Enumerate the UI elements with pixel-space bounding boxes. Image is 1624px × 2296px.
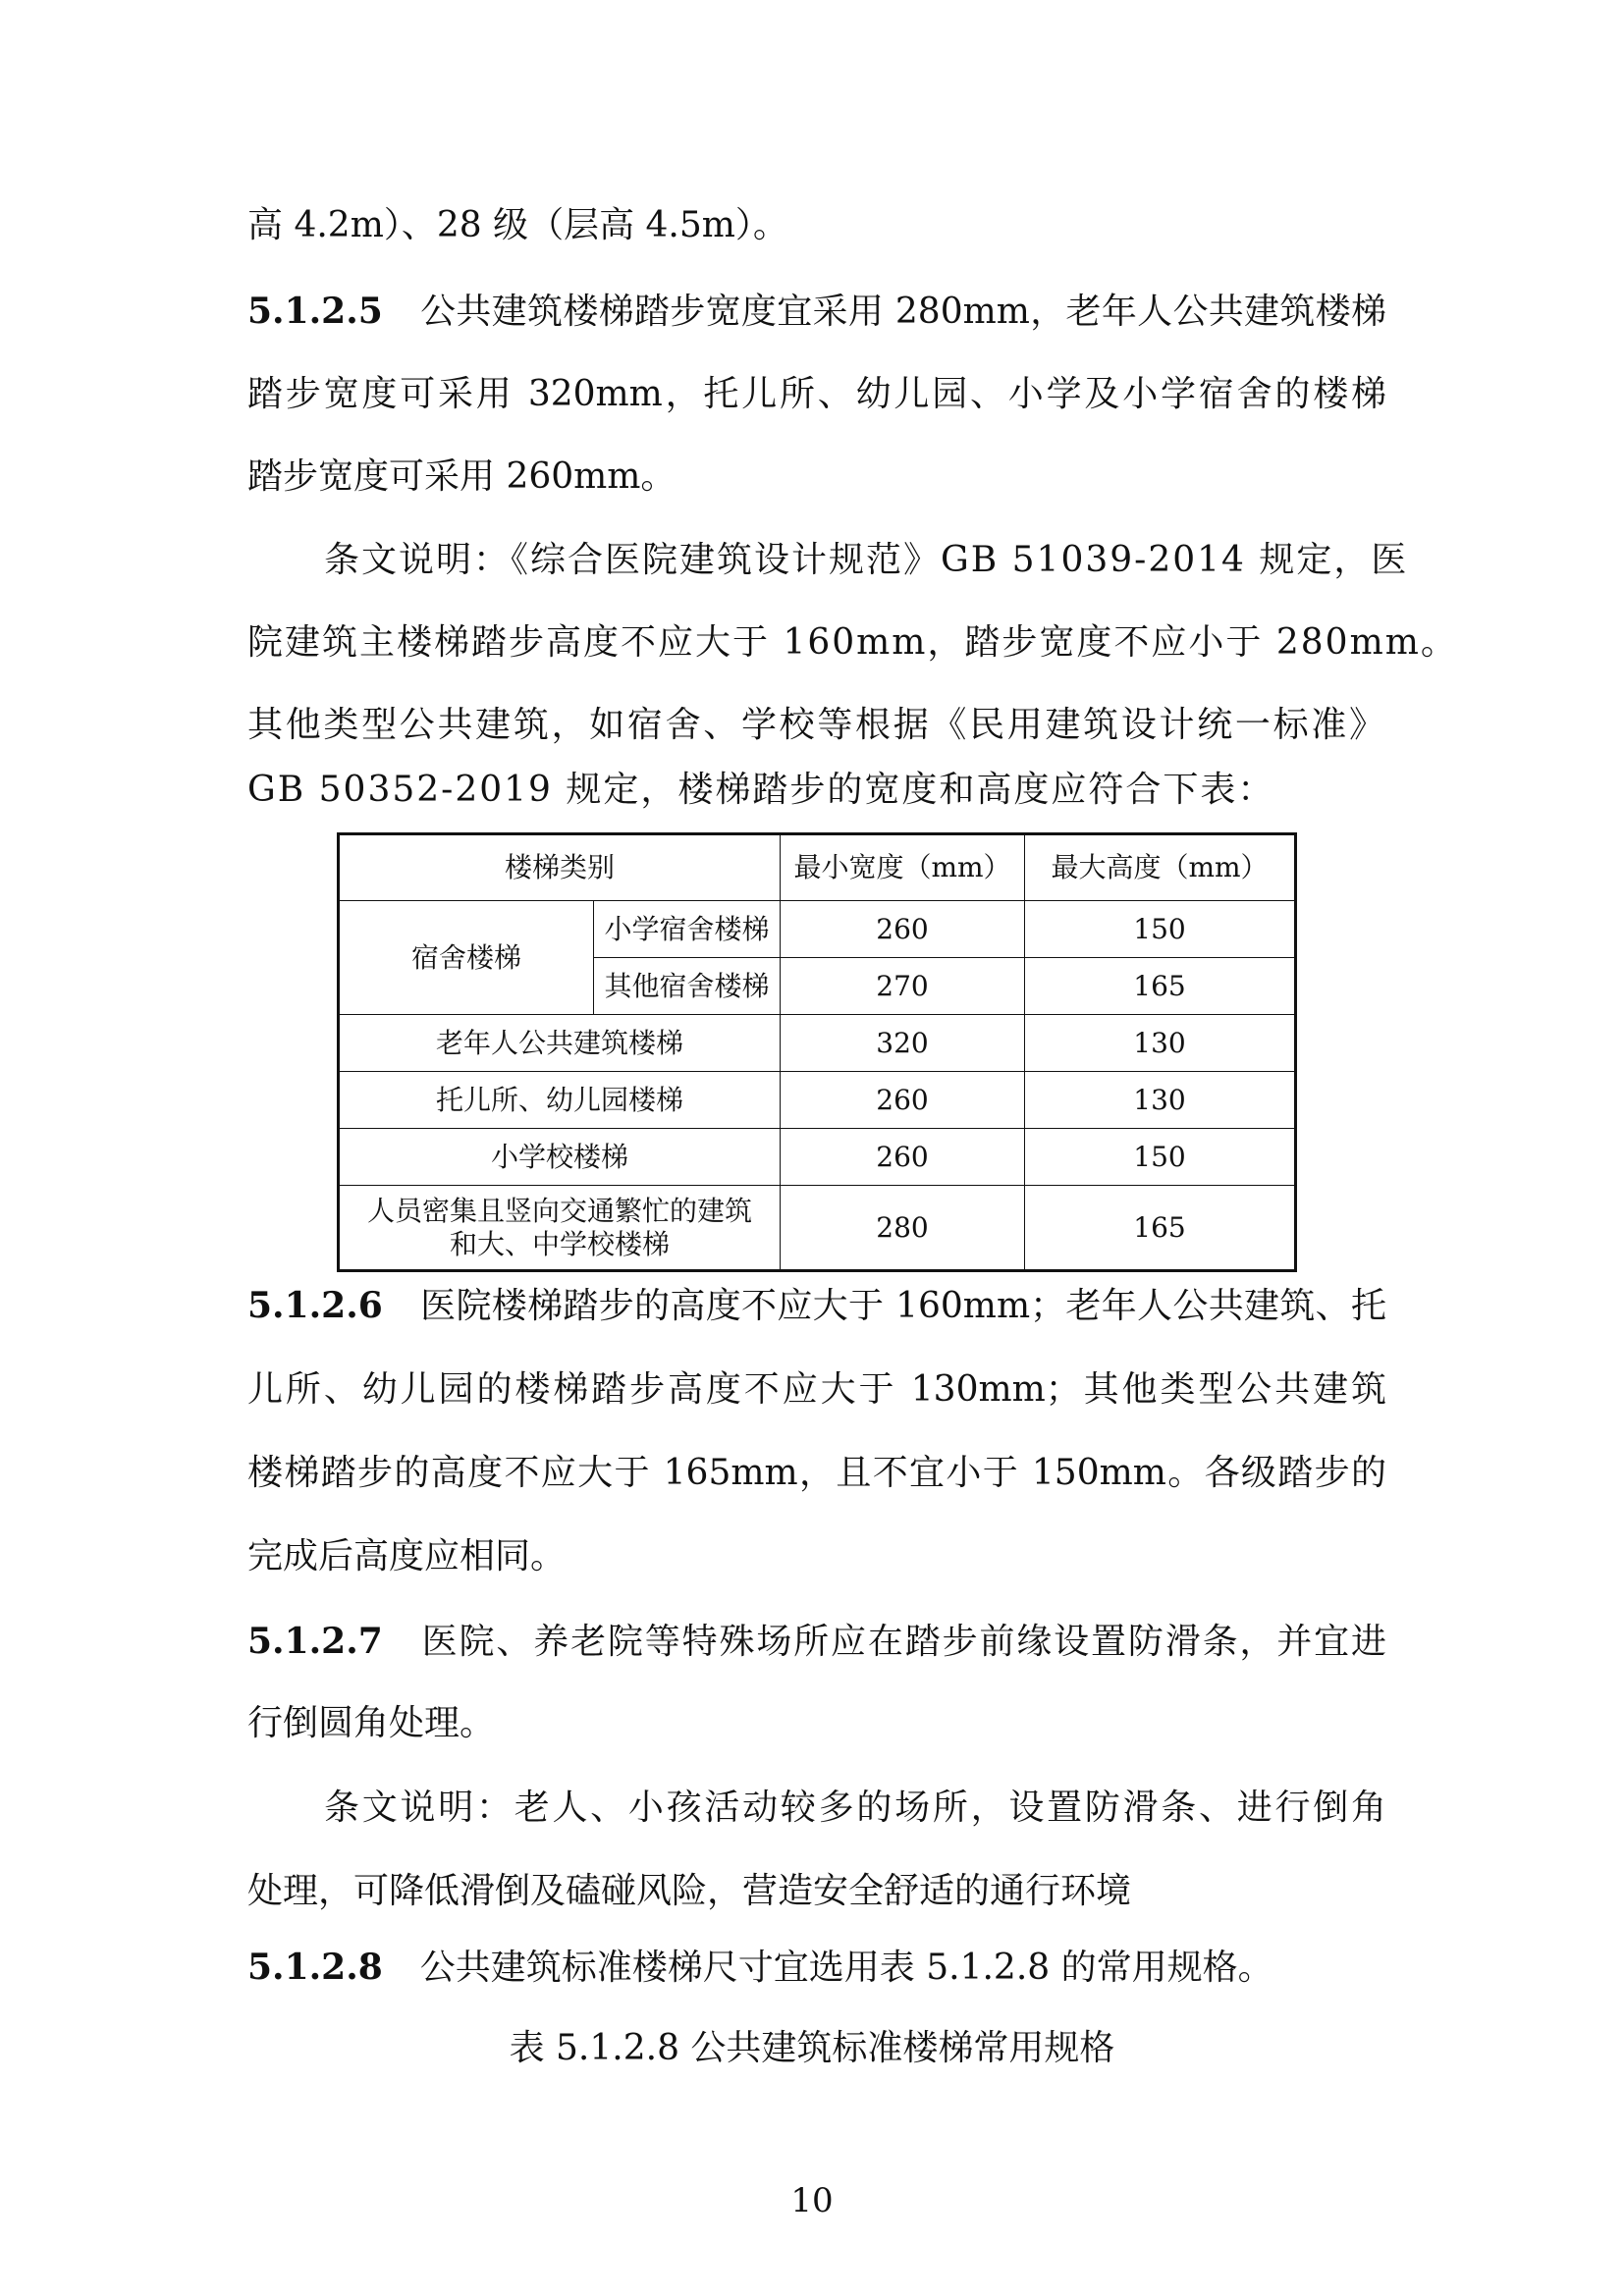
clause-5-1-2-6-line-4: 完成后高度应相同。 (247, 1536, 567, 1576)
row-label: 老年人公共建筑楼梯 (339, 1015, 781, 1072)
explanation-1-line-4: GB 50352-2019 规定，楼梯踏步的宽度和高度应符合下表： (247, 770, 1275, 810)
row-label: 托儿所、幼儿园楼梯 (339, 1072, 781, 1129)
clause-5-1-2-6-line-3: 楼梯踏步的高度不应大于 165mm，且不宜小于 150mm。各级踏步的 (247, 1453, 1386, 1493)
row-label: 其他宿舍楼梯 (594, 958, 781, 1015)
table-row (339, 1186, 1296, 1271)
table-row (339, 1129, 1296, 1186)
clause-5-1-2-7-line-2: 行倒圆角处理。 (247, 1703, 496, 1743)
clause-text: 医院楼梯踏步的高度不应大于 160mm；老年人公共建筑、托 (419, 1286, 1386, 1326)
row-height: 130 (1025, 1072, 1296, 1129)
clause-number: 5.1.2.6 (247, 1285, 383, 1326)
stair-dimension-table (337, 832, 1297, 1272)
table-caption: 表 5.1.2.8 公共建筑标准楼梯常用规格 (509, 2028, 1115, 2068)
header-max-height: 最大高度（mm） (1025, 834, 1296, 901)
row-width: 260 (781, 1129, 1025, 1186)
clause-5-1-2-8-line-1 (247, 1944, 1386, 1992)
row-height: 150 (1025, 1129, 1296, 1186)
page-number: 10 (790, 2181, 834, 2220)
clause-5-1-2-5-line-1 (247, 288, 1386, 336)
row-label: 小学校楼梯 (339, 1129, 781, 1186)
explanation-1-line-2: 院建筑主楼梯踏步高度不应大于 160mm，踏步宽度不应小于 280mm。 (247, 622, 1458, 663)
explanation-2-line-1: 条文说明：老人、小孩活动较多的场所，设置防滑条、进行倒角 (324, 1788, 1386, 1828)
clause-number: 5.1.2.7 (247, 1621, 383, 1662)
table-row (339, 1072, 1296, 1129)
row-width: 320 (781, 1015, 1025, 1072)
row-width: 270 (781, 958, 1025, 1015)
dorm-group-label: 宿舍楼梯 (339, 901, 594, 1015)
header-category: 楼梯类别 (339, 834, 781, 901)
row-width: 280 (781, 1186, 1025, 1271)
clause-5-1-2-6-line-1 (247, 1282, 1386, 1330)
row-height: 150 (1025, 901, 1296, 958)
clause-5-1-2-5-line-2: 踏步宽度可采用 320mm，托儿所、幼儿园、小学及小学宿舍的楼梯 (247, 374, 1386, 414)
row-width: 260 (781, 1072, 1025, 1129)
clause-5-1-2-5-line-3: 踏步宽度可采用 260mm。 (247, 456, 677, 497)
row-label-line-2: 和大、中学校楼梯 (449, 1227, 670, 1260)
clause-text: 公共建筑标准楼梯尺寸宜选用表 5.1.2.8 的常用规格。 (419, 1948, 1273, 1988)
explanation-2-line-2: 处理，可降低滑倒及磕碰风险，营造安全舒适的通行环境 (247, 1871, 1132, 1911)
clause-number: 5.1.2.8 (247, 1947, 383, 1988)
table-header-row (339, 834, 1296, 901)
clause-number: 5.1.2.5 (247, 291, 383, 332)
table-row (339, 1015, 1296, 1072)
table-row (339, 901, 1296, 958)
explanation-1-line-3: 其他类型公共建筑，如宿舍、学校等根据《民用建筑设计统一标准》 (247, 705, 1386, 745)
row-width: 260 (781, 901, 1025, 958)
clause-text: 公共建筑楼梯踏步宽度宜采用 280mm，老年人公共建筑楼梯 (419, 292, 1386, 332)
text-line: 高 4.2m）、28 级（层高 4.5m）。 (247, 205, 788, 245)
explanation-1-line-1: 条文说明：《综合医院建筑设计规范》GB 51039-2014 规定，医 (324, 540, 1409, 580)
clause-text: 医院、养老院等特殊场所应在踏步前缘设置防滑条，并宜进 (419, 1622, 1386, 1662)
row-label (339, 1186, 781, 1271)
row-height: 165 (1025, 958, 1296, 1015)
clause-5-1-2-7-line-1 (247, 1618, 1386, 1666)
row-height: 165 (1025, 1186, 1296, 1271)
row-label: 小学宿舍楼梯 (594, 901, 781, 958)
row-height: 130 (1025, 1015, 1296, 1072)
header-min-width: 最小宽度（mm） (781, 834, 1025, 901)
row-label-line-1: 人员密集且竖向交通繁忙的建筑 (366, 1194, 752, 1227)
clause-5-1-2-6-line-2: 儿所、幼儿园的楼梯踏步高度不应大于 130mm；其他类型公共建筑 (247, 1369, 1386, 1410)
